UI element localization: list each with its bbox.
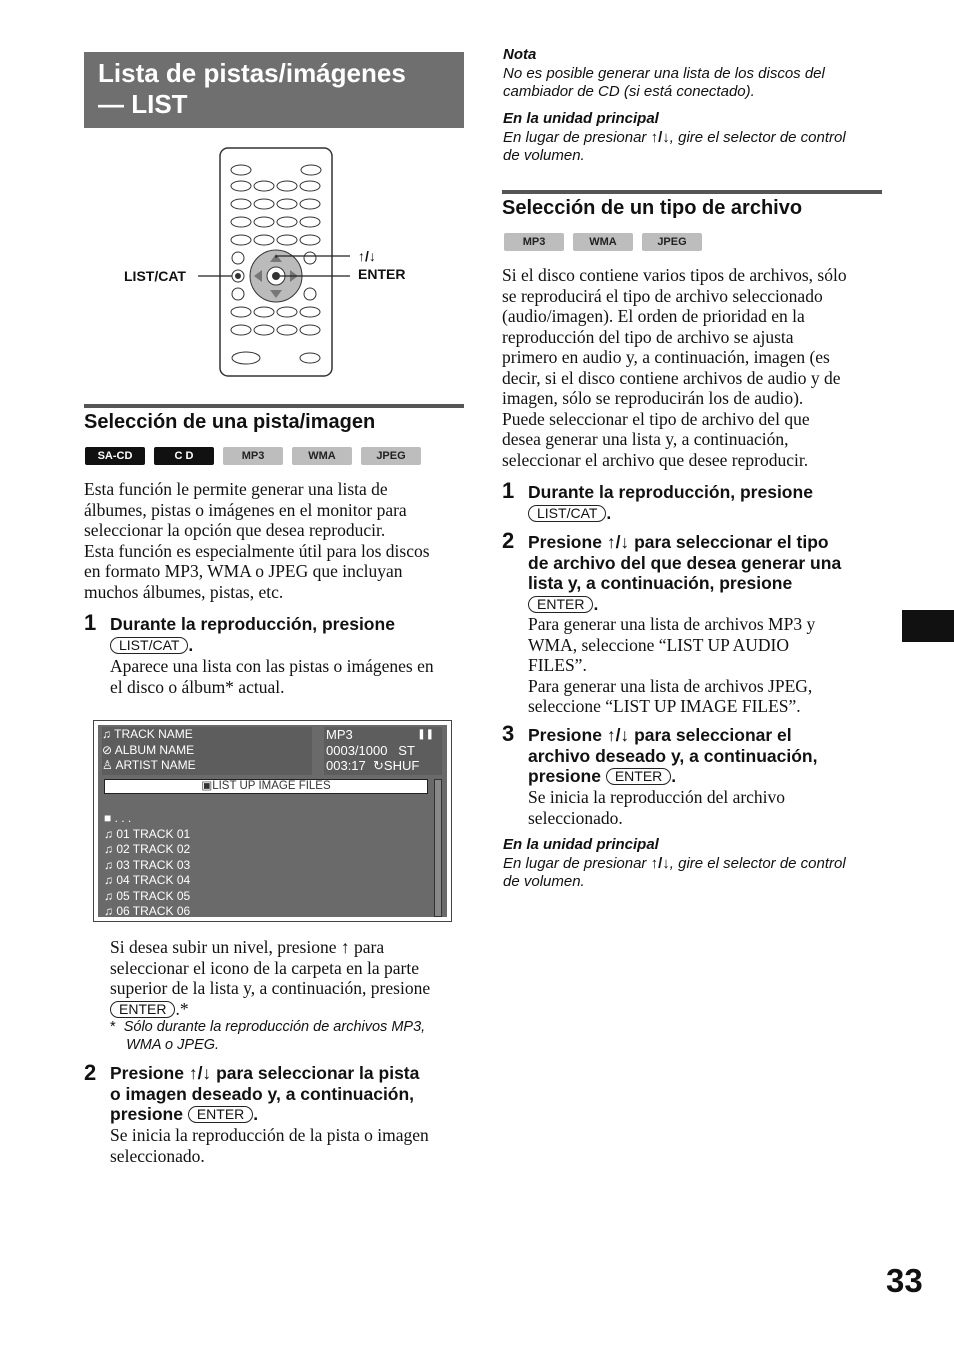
right-step3-number: 3 bbox=[502, 721, 515, 746]
list-item[interactable]: ♫ 04 TRACK 04 bbox=[104, 873, 191, 887]
right-step2-heading: Presione ↑/↓ para seleccionar el tipo de archivo del que desea generar una lista y, a continuación, presione ENTER . bbox=[528, 532, 842, 614]
monitor-screen bbox=[93, 720, 452, 922]
badge-cd: C D bbox=[154, 447, 214, 465]
left-step1-number: 1 bbox=[84, 610, 97, 635]
list-item[interactable]: ♫ 02 TRACK 02 bbox=[104, 842, 191, 856]
music-note-icon: ♫ bbox=[104, 842, 113, 856]
remote-updown-label: ↑/↓ bbox=[358, 248, 376, 264]
screen-track-list bbox=[104, 811, 424, 920]
badge-jpeg: JPEG bbox=[642, 233, 702, 251]
enter-key: ENTER bbox=[110, 1001, 175, 1018]
screen-scrollbar[interactable] bbox=[434, 779, 442, 917]
right-step3-heading: Presione ↑/↓ para seleccionar el archivo deseado y, a continuación, presione ENTER . bbox=[528, 725, 818, 786]
up-down-arrow-icon: ↑/↓ bbox=[606, 725, 630, 745]
right-step2-body: Para generar una lista de archivos MP3 y WMA, seleccione “LIST UP AUDIO FILES”. Para generar una lista de archivos JPEG, seleccione “LIST UP IMAGE FILES”. bbox=[528, 614, 816, 716]
left-step2-heading: Presione ↑/↓ para seleccionar la pista o imagen deseado y, a continuación, presione ENTER . bbox=[110, 1063, 420, 1124]
right-step1-heading: Durante la reproducción, presione LIST/CAT . bbox=[528, 482, 813, 523]
screen-list-header: ▣LIST UP IMAGE FILES bbox=[104, 779, 428, 794]
up-down-arrow-icon: ↑/↓ bbox=[188, 1063, 212, 1083]
repeat-icon: ↻ bbox=[373, 758, 384, 773]
right-step3-body: Se inicia la reproducción del archivo seleccionado. bbox=[528, 787, 786, 828]
right-format-badges bbox=[504, 233, 702, 251]
badge-mp3: MP3 bbox=[223, 447, 283, 465]
main-unit2-text: En lugar de presionar ↑/↓, gire el selector de control de volumen. bbox=[503, 855, 846, 890]
list-item[interactable]: ♫ 06 TRACK 06 bbox=[104, 904, 191, 918]
list-cat-key: LIST/CAT bbox=[110, 637, 188, 654]
badge-jpeg: JPEG bbox=[361, 447, 421, 465]
right-step1-number: 1 bbox=[502, 478, 515, 503]
left-step1-body: Aparece una lista con las pistas o imágenes en el disco o álbum* actual. bbox=[110, 656, 434, 697]
section-title-line1: Lista de pistas/imágenes bbox=[98, 58, 406, 88]
up-arrow-icon: ↑ bbox=[340, 937, 350, 957]
main-unit2-title: En la unidad principal bbox=[503, 836, 659, 853]
main-unit-text: En lugar de presionar ↑/↓, gire el selector de control de volumen. bbox=[503, 129, 846, 164]
enter-key: ENTER bbox=[528, 596, 593, 613]
list-cat-key: LIST/CAT bbox=[528, 505, 606, 522]
section-title bbox=[84, 52, 464, 128]
person-icon: ♙ bbox=[102, 758, 113, 772]
left-intro: Esta función le permite generar una lista de álbumes, pistas o imágenes en el monitor para seleccionar la opción que desea reproducir. Esta función es especialmente útil para los discos en formato MP3, WMA o JPEG que incluyan muchos álbumes, pistas, etc. bbox=[84, 479, 430, 602]
main-unit-title: En la unidad principal bbox=[503, 110, 659, 127]
list-item[interactable]: ♫ 01 TRACK 01 bbox=[104, 826, 191, 841]
left-footnote: * Sólo durante la reproducción de archivos MP3, WMA o JPEG. bbox=[110, 1019, 426, 1053]
music-note-icon: ♫ bbox=[104, 873, 113, 887]
nota-text: No es posible generar una lista de los discos del cambiador de CD (si está conectado). bbox=[503, 65, 825, 100]
right-heading: Selección de un tipo de archivo bbox=[502, 197, 803, 219]
up-down-arrow-icon: ↑/↓ bbox=[606, 532, 630, 552]
page-edge-tab bbox=[902, 610, 954, 642]
remote-enter-label: ENTER bbox=[358, 266, 406, 282]
list-item[interactable]: ■ . . . bbox=[104, 811, 132, 825]
enter-key: ENTER bbox=[188, 1106, 253, 1123]
music-note-icon: ♫ bbox=[104, 857, 113, 872]
left-tip: Si desea subir un nivel, presione ↑ para seleccionar el icono de la carpeta en la parte superior de la lista y, a continuación, presione ENTER .* bbox=[110, 937, 431, 1019]
image-icon: ▣ bbox=[201, 780, 213, 792]
enter-key: ENTER bbox=[606, 768, 671, 785]
list-item[interactable]: ♫ 05 TRACK 05 bbox=[104, 888, 191, 903]
remote-control-illustration bbox=[110, 140, 430, 380]
music-note-icon: ♫ bbox=[104, 888, 113, 903]
music-note-icon: ♫ bbox=[104, 826, 113, 841]
section-title-line2: — LIST bbox=[98, 89, 188, 119]
left-heading-rule bbox=[84, 404, 464, 408]
nota-title: Nota bbox=[503, 46, 537, 63]
badge-sacd: SA-CD bbox=[85, 447, 145, 465]
pause-icon: ❚❚ bbox=[417, 729, 434, 740]
screen-info-box: ♫ TRACK NAME ⊘ ALBUM NAME ♙ ARTIST NAME bbox=[102, 727, 312, 775]
badge-wma: WMA bbox=[292, 447, 352, 465]
up-down-arrow-icon: ↑/↓ bbox=[650, 855, 670, 872]
up-down-arrow-icon: ↑/↓ bbox=[650, 129, 670, 146]
music-note-icon: ♫ bbox=[102, 727, 111, 741]
music-note-icon: ♫ bbox=[104, 904, 113, 918]
right-heading-rule bbox=[502, 190, 882, 194]
folder-icon: ■ bbox=[104, 811, 112, 825]
left-format-badges bbox=[85, 447, 421, 465]
remote-list-cat-label: LIST/CAT bbox=[124, 268, 186, 284]
screen-status-box: MP3 ❚❚ 0003/1000 ST 003:17 ↻SHUF bbox=[324, 727, 442, 775]
left-step1-heading: Durante la reproducción, presione LIST/CAT . bbox=[110, 614, 395, 655]
badge-wma: WMA bbox=[573, 233, 633, 251]
disc-icon: ⊘ bbox=[102, 742, 113, 757]
list-item[interactable]: ♫ 03 TRACK 03 bbox=[104, 857, 191, 872]
page-number: 33 bbox=[886, 1262, 923, 1299]
right-intro: Si el disco contiene varios tipos de archivos, sólo se reproducirá el tipo de archivo seleccionado (audio/imagen). El orden de prioridad en la reproducción del tipo de archivo se ajusta primero en audio y, a continuación, imagen (es decir, si el disco contiene archivos de audio y de imagen, sólo se reproducirán los de audio). Puede seleccionar el tipo de archivo del que desea generar una lista y, a continuación, seleccionar el archivo que desee reproducir. bbox=[502, 265, 847, 470]
right-step2-number: 2 bbox=[502, 528, 515, 553]
left-step2-body: Se inicia la reproducción de la pista o imagen seleccionado. bbox=[110, 1125, 429, 1166]
badge-mp3: MP3 bbox=[504, 233, 564, 251]
left-heading: Selección de una pista/imagen bbox=[84, 411, 376, 433]
left-step2-number: 2 bbox=[84, 1060, 97, 1085]
